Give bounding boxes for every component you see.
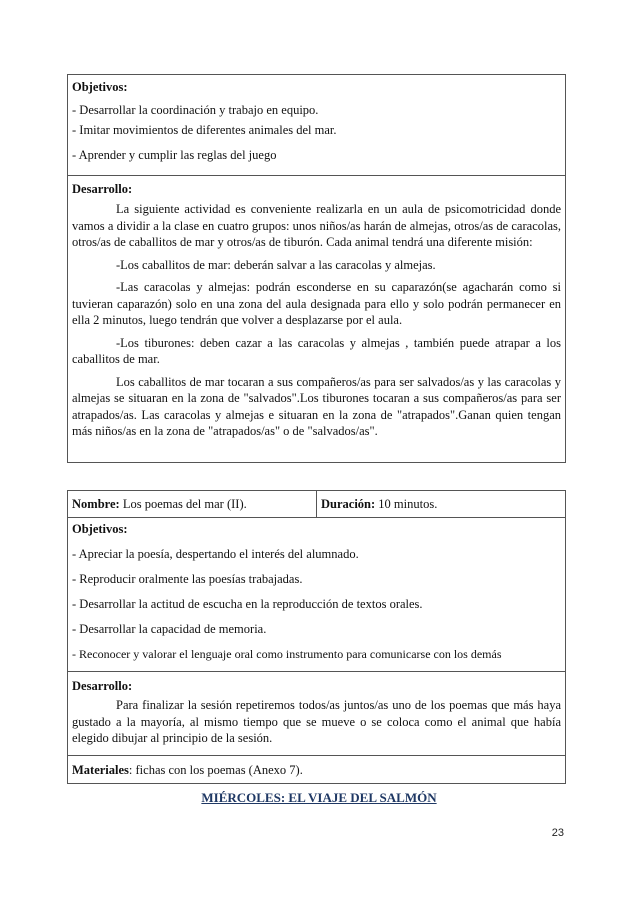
duracion-cell <box>316 491 565 517</box>
materiales-value: : fichas con los poemas (Anexo 7). <box>128 763 303 777</box>
objetivos-cell <box>68 75 565 175</box>
desarrollo-paragraph: La siguiente actividad es conveniente realizarla en un aula de psicomotricidad donde vamos a dividir a la clase en cuatro grupos: unos niños/as harán de almejas, otros/as de caracolas, otros/as de caballitos de mar y otros/as de tiburón. Cada animal tendrá una diferente misión: <box>72 202 561 249</box>
objetivos-label: Objetivos: <box>72 522 128 536</box>
objetivo-item: - Reproducir oralmente las poesías trabajadas. <box>72 572 303 586</box>
activity-table-1 <box>67 74 566 463</box>
objetivo-item: - Apreciar la poesía, despertando el interés del alumnado. <box>72 547 359 561</box>
objetivo-item: - Reconocer y valorar el lenguaje oral como instrumento para comunicarse con los demás <box>72 647 502 661</box>
desarrollo-paragraph: -Las caracolas y almejas: podrán esconderse en su caparazón(se agacharán como si tuvieran caparazón) solo en una zona del aula designada para ello y solo podrán permanecer en ella 2 minutos, luego tendrán que volver a desplazarse por el aula. <box>72 280 561 327</box>
duracion-label: Duración: <box>321 497 376 511</box>
section-heading: MIÉRCOLES: EL VIAJE DEL SALMÓN <box>201 790 437 805</box>
activity-table-2 <box>67 490 566 784</box>
objetivo-item: - Desarrollar la capacidad de memoria. <box>72 622 267 636</box>
desarrollo-paragraph: Los caballitos de mar tocaran a sus compañeros/as para ser salvados/as y las caracolas y almejas se situaran en la zona de "salvados".Los tiburones tocaran a sus compañeros/as para ser atrapados/as. Las caracolas y almejas e situaran en la zona de "atrapados".Ganan quien tengan más niños/as en la zona de "atrapados/as" o de "salvados/as". <box>72 374 561 438</box>
objetivo-item: - Desarrollar la actitud de escucha en la reproducción de textos orales. <box>72 597 423 611</box>
objetivos-label: Objetivos: <box>72 80 128 94</box>
materiales-cell <box>68 755 565 783</box>
objetivos-cell <box>68 517 565 671</box>
nombre-cell <box>68 491 316 517</box>
page-number: 23 <box>551 827 564 839</box>
duracion-value: 10 minutos. <box>378 497 438 511</box>
desarrollo-label: Desarrollo: <box>72 182 133 196</box>
desarrollo-paragraph: -Los caballitos de mar: deberán salvar a las caracolas y almejas. <box>116 257 436 272</box>
desarrollo-cell <box>68 671 565 755</box>
nombre-value: Los poemas del mar (II). <box>122 497 247 511</box>
desarrollo-label: Desarrollo: <box>72 679 133 693</box>
objetivo-item: - Imitar movimientos de diferentes animales del mar. <box>72 123 337 137</box>
nombre-label: Nombre: <box>72 497 120 511</box>
desarrollo-paragraph: Para finalizar la sesión repetiremos todos/as juntos/as uno de los poemas que más haya gustado a la mayoría, al mismo tiempo que se mueve o se coloca como el animal que había elegido dibujar al principio de la sesión. <box>72 698 561 745</box>
desarrollo-paragraph: -Los tiburones: deben cazar a las caracolas y almejas , también puede atrapar a los caballitos de mar. <box>72 335 561 366</box>
nombre-duracion-row <box>68 491 565 517</box>
materiales-label: Materiales <box>72 763 129 777</box>
objetivo-item: - Aprender y cumplir las reglas del juego <box>72 148 277 162</box>
desarrollo-cell <box>68 175 565 440</box>
objetivo-item: - Desarrollar la coordinación y trabajo en equipo. <box>72 103 319 117</box>
